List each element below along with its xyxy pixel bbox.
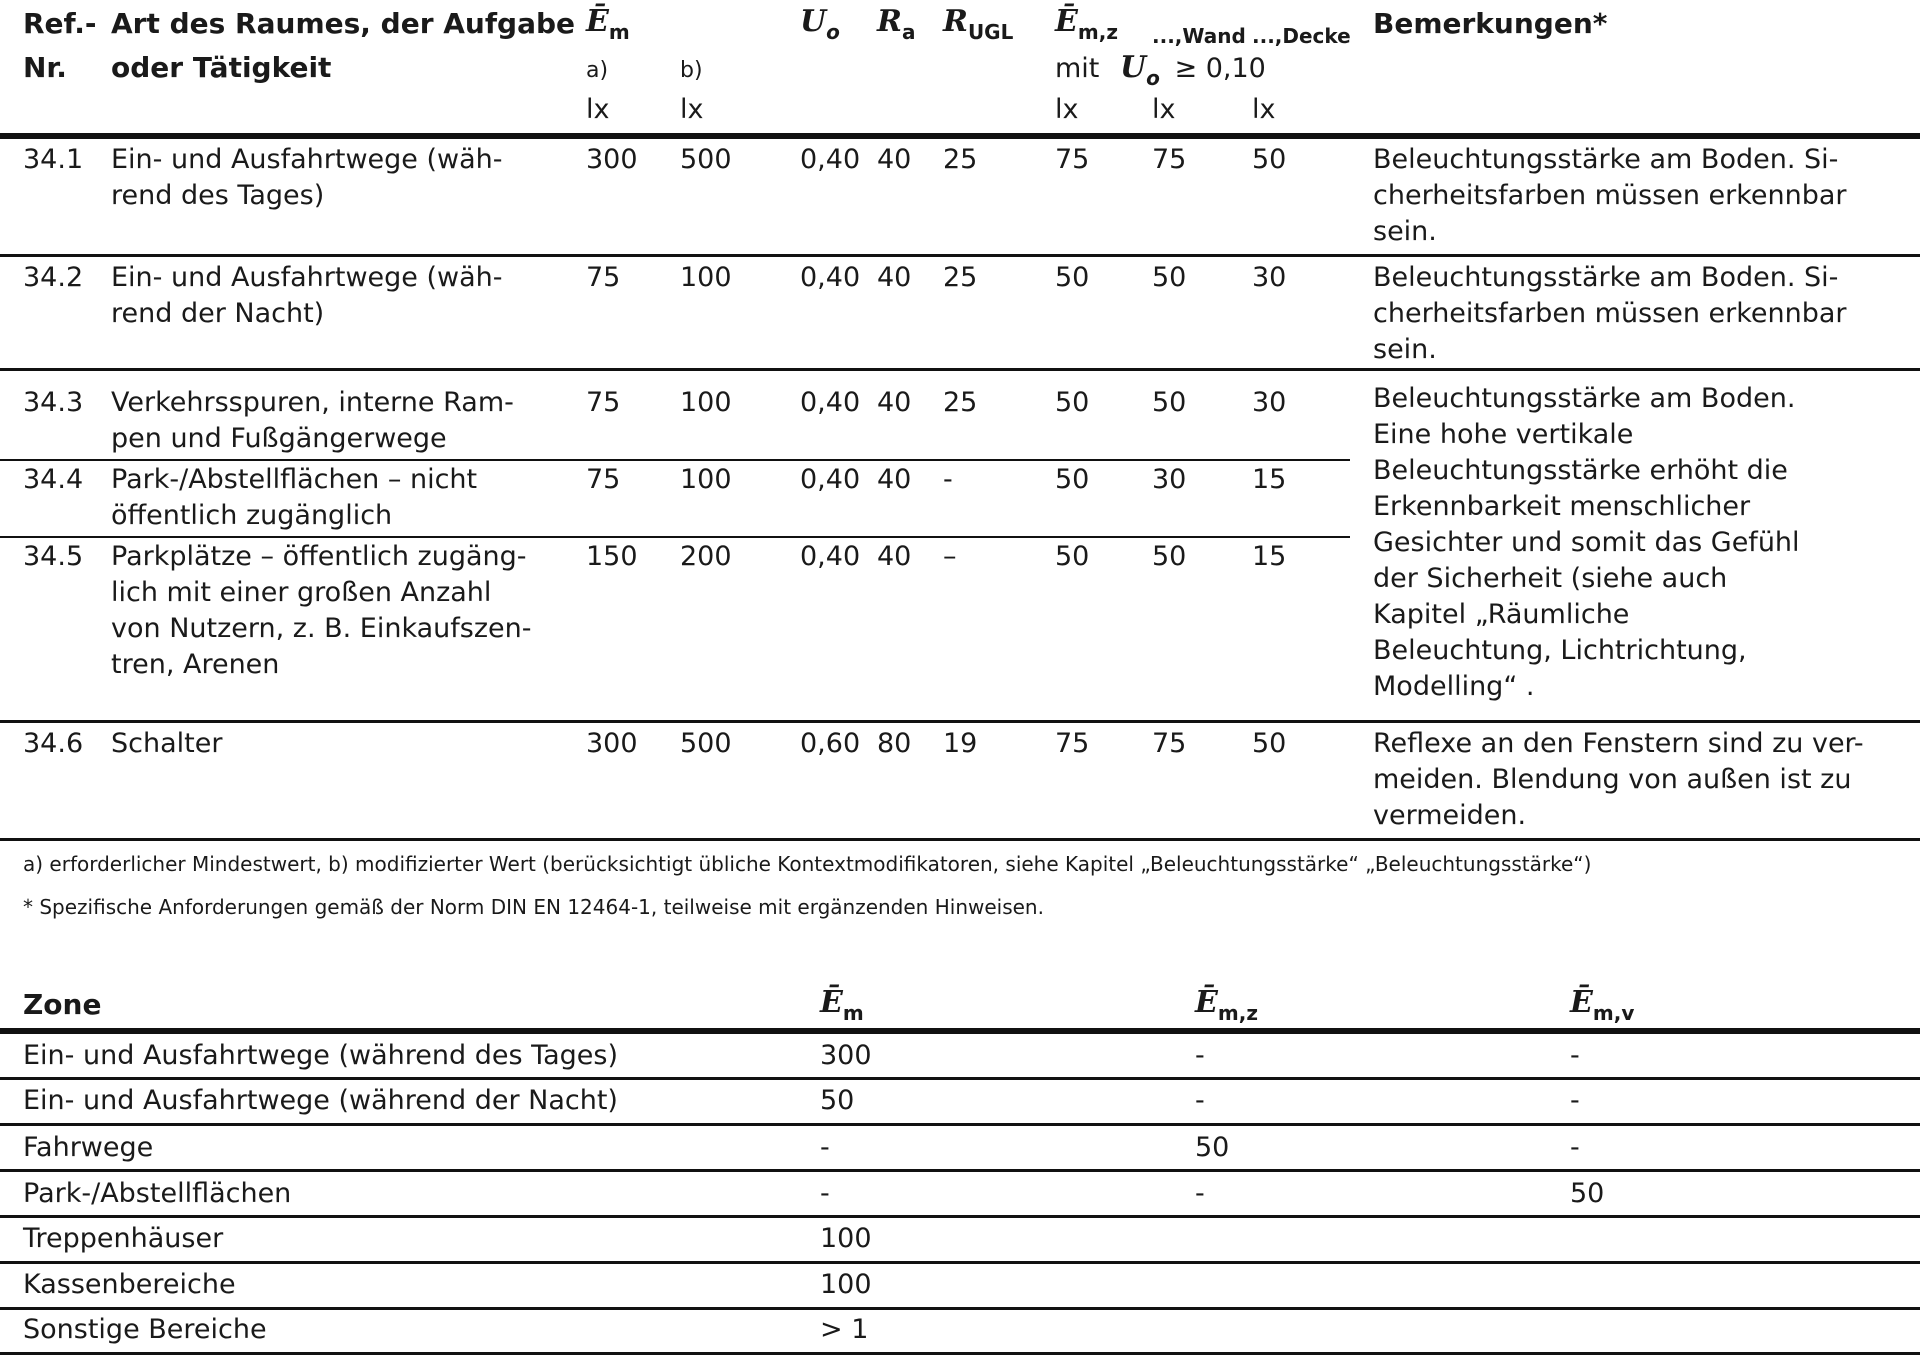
row-wand: 75 (1152, 728, 1187, 759)
header-emz (1055, 4, 1118, 44)
merged-bem-line: Beleuchtung, Lichtrichtung, (1373, 635, 1747, 666)
row-bem-line: meiden. Blendung von außen ist zu (1373, 764, 1852, 795)
zone-cell: Treppenhäuser (23, 1223, 224, 1254)
header-em-sub: m (608, 20, 630, 44)
header-col-b: b) (680, 58, 703, 83)
header-unit-emz: lx (1055, 94, 1079, 125)
row-emz: 50 (1055, 262, 1090, 293)
row-ra: 40 (877, 541, 912, 572)
header-col-a: a) (586, 58, 609, 83)
row-divider (0, 1169, 1920, 1172)
header-decke: ...,Decke (1252, 24, 1351, 48)
zone-cell: Fahrwege (23, 1132, 154, 1163)
emv-cell: - (1570, 1040, 1580, 1071)
row-decke: 15 (1252, 541, 1287, 572)
em-cell: 300 (820, 1040, 872, 1071)
zone-header: Zone (23, 988, 102, 1021)
header-mit: mit (1055, 53, 1100, 84)
table2-emv-header (1570, 985, 1635, 1025)
row-divider (0, 368, 1920, 371)
row-em-a: 300 (586, 144, 638, 175)
header-unit-wand: lx (1152, 94, 1176, 125)
merged-bem-line: der Sicherheit (siehe auch (1373, 563, 1728, 594)
row-divider (0, 1261, 1920, 1264)
header-ra-sub: a (901, 20, 916, 44)
row-em-b: 500 (680, 144, 732, 175)
row-bem-line: Beleuchtungsstärke am Boden. Si- (1373, 144, 1839, 175)
table2-emz-sub: m,z (1217, 1001, 1258, 1025)
row-decke: 30 (1252, 387, 1287, 418)
em-cell: 100 (820, 1223, 872, 1254)
merged-bem-line: Eine hohe vertikale (1373, 419, 1634, 450)
table2-em-header (820, 985, 864, 1025)
row-bem-line: vermeiden. (1373, 800, 1527, 831)
row-divider (0, 720, 1920, 723)
row-divider (0, 1307, 1920, 1310)
row-em-b: 200 (680, 541, 732, 572)
emz-cell: - (1195, 1178, 1205, 1209)
header-ra-symbol: R (877, 4, 902, 39)
header-wand: ...,Wand (1152, 24, 1246, 48)
table2-emz-header (1195, 985, 1258, 1025)
emz-cell: - (1195, 1040, 1205, 1071)
header-mit-u-sub: o (1146, 66, 1160, 90)
row-art-line: pen und Fußgängerwege (111, 423, 447, 454)
row-em-a: 75 (586, 262, 621, 293)
header-bemerkungen: Bemerkungen* (1373, 7, 1608, 40)
row-uo: 0,40 (800, 387, 861, 418)
header-uo (800, 4, 840, 44)
em-cell: 50 (820, 1085, 855, 1116)
header-mit-cond: ≥ 0,10 (1174, 53, 1266, 84)
row-ref: 34.5 (23, 541, 84, 572)
row-art-line: Schalter (111, 728, 223, 759)
row-art-line: lich mit einer großen Anzahl (111, 577, 492, 608)
row-bem-line: cherheitsfarben müssen erkennbar (1373, 180, 1847, 211)
header-rugl (943, 4, 1014, 44)
header-mit-u: U (1119, 50, 1147, 85)
row-art-line: rend der Nacht) (111, 298, 325, 329)
row-ref: 34.4 (23, 464, 84, 495)
row-decke: 15 (1252, 464, 1287, 495)
row-emz: 50 (1055, 464, 1090, 495)
row-wand: 50 (1152, 541, 1187, 572)
header-uo-symbol: U (800, 4, 827, 39)
row-ref: 34.1 (23, 144, 84, 175)
em-cell: - (820, 1132, 830, 1163)
row-art-line: Verkehrsspuren, interne Ram- (111, 387, 514, 418)
row-art-line: von Nutzern, z. B. Einkaufszen- (111, 613, 532, 644)
row-uo: 0,40 (800, 541, 861, 572)
row-uo: 0,40 (800, 262, 861, 293)
row-rugl: 25 (943, 262, 978, 293)
row-rugl: - (943, 464, 953, 495)
row-art-line: tren, Arenen (111, 649, 280, 680)
emv-cell: - (1570, 1132, 1580, 1163)
table2-em-sub: m (842, 1001, 864, 1025)
row-em-b: 100 (680, 387, 732, 418)
row-bem-line: sein. (1373, 216, 1437, 247)
row-ra: 40 (877, 464, 912, 495)
em-cell: - (820, 1178, 830, 1209)
header-em-symbol: Ē (586, 4, 609, 39)
header-em (586, 4, 630, 44)
row-em-a: 75 (586, 464, 621, 495)
row-ra: 40 (877, 262, 912, 293)
em-cell: 100 (820, 1269, 872, 1300)
header-unit-decke: lx (1252, 94, 1276, 125)
table2-header-rule (0, 1028, 1920, 1034)
row-em-b: 100 (680, 262, 732, 293)
row-em-b: 100 (680, 464, 732, 495)
emv-cell: - (1570, 1085, 1580, 1116)
header-mit-condition (1055, 50, 1266, 88)
table2-emv-sub: m,v (1592, 1001, 1635, 1025)
zone-cell: Park-/Abstellflächen (23, 1178, 292, 1209)
row-uo: 0,40 (800, 464, 861, 495)
row-ra: 80 (877, 728, 912, 759)
row-emz: 50 (1055, 387, 1090, 418)
row-em-a: 75 (586, 387, 621, 418)
header-emz-sub: m,z (1077, 20, 1118, 44)
row-wand: 50 (1152, 387, 1187, 418)
table1-header-rule (0, 133, 1920, 139)
row-emz: 75 (1055, 144, 1090, 175)
row-wand: 30 (1152, 464, 1187, 495)
row-rugl: 19 (943, 728, 978, 759)
row-em-a: 150 (586, 541, 638, 572)
em-cell: > 1 (820, 1314, 869, 1345)
header-ref-line1: Ref.- (23, 7, 97, 40)
row-rugl: – (943, 541, 957, 572)
row-art-line: Ein- und Ausfahrtwege (wäh- (111, 262, 503, 293)
row-emz: 50 (1055, 541, 1090, 572)
emz-cell: 50 (1195, 1132, 1230, 1163)
row-wand: 50 (1152, 262, 1187, 293)
footnote-star: * Spezifische Anforderungen gemäß der Norm DIN EN 12464-1, teilweise mit ergänzenden Hinweisen. (23, 895, 1044, 919)
emv-cell: 50 (1570, 1178, 1605, 1209)
row-uo: 0,60 (800, 728, 861, 759)
header-emz-symbol: Ē (1055, 4, 1078, 39)
row-uo: 0,40 (800, 144, 861, 175)
header-art-line2: oder Tätigkeit (111, 51, 332, 84)
row-ref: 34.6 (23, 728, 84, 759)
header-rugl-symbol: R (943, 4, 968, 39)
row-ref: 34.2 (23, 262, 84, 293)
table2-bottom-rule (0, 1352, 1920, 1355)
row-art-line: öffentlich zugänglich (111, 500, 393, 531)
row-em-b: 500 (680, 728, 732, 759)
row-rugl: 25 (943, 387, 978, 418)
row-decke: 50 (1252, 144, 1287, 175)
header-rugl-sub: UGL (967, 20, 1014, 44)
zone-cell: Kassenbereiche (23, 1269, 236, 1300)
merged-bem-line: Beleuchtungsstärke am Boden. (1373, 383, 1796, 414)
row-divider (0, 1215, 1920, 1218)
row-ra: 40 (877, 144, 912, 175)
row-em-a: 300 (586, 728, 638, 759)
merged-bem-line: Kapitel „Räumliche (1373, 599, 1630, 630)
table2-emv-symbol: Ē (1570, 985, 1593, 1020)
row-rugl: 25 (943, 144, 978, 175)
row-decke: 50 (1252, 728, 1287, 759)
zone-cell: Ein- und Ausfahrtwege (während des Tages) (23, 1040, 619, 1071)
row-art-line: Park-/Abstellflächen – nicht (111, 464, 478, 495)
row-art-line: Parkplätze – öffentlich zugäng- (111, 541, 527, 572)
row-divider (0, 1123, 1920, 1126)
row-art-line: rend des Tages) (111, 180, 325, 211)
row-divider-partial (0, 536, 1350, 538)
header-unit-b: lx (680, 94, 704, 125)
table2-emz-symbol: Ē (1195, 985, 1218, 1020)
footnote-ab: a) erforderlicher Mindestwert, b) modifizierter Wert (berücksichtigt übliche Kontextmodifikatoren, siehe Kapitel „Beleuchtungsstärke“ „Beleuchtungsstärke“) (23, 852, 1592, 876)
row-decke: 30 (1252, 262, 1287, 293)
row-ref: 34.3 (23, 387, 84, 418)
zone-cell: Sonstige Bereiche (23, 1314, 267, 1345)
merged-bem-line: Gesichter und somit das Gefühl (1373, 527, 1800, 558)
header-ra (877, 4, 916, 44)
header-ref-line2: Nr. (23, 51, 67, 84)
row-divider-partial (0, 459, 1350, 461)
row-divider (0, 254, 1920, 257)
merged-bem-line: Beleuchtungsstärke erhöht die (1373, 455, 1788, 486)
header-unit-a: lx (586, 94, 610, 125)
zone-cell: Ein- und Ausfahrtwege (während der Nacht) (23, 1085, 618, 1116)
emz-cell: - (1195, 1085, 1205, 1116)
row-emz: 75 (1055, 728, 1090, 759)
row-bem-line: sein. (1373, 334, 1437, 365)
row-art-line: Ein- und Ausfahrtwege (wäh- (111, 144, 503, 175)
merged-bem-line: Modelling“ . (1373, 671, 1535, 702)
header-uo-sub: o (826, 20, 840, 44)
row-bem-line: Beleuchtungsstärke am Boden. Si- (1373, 262, 1839, 293)
merged-bem-line: Erkennbarkeit menschlicher (1373, 491, 1751, 522)
row-bem-line: Reflexe an den Fenstern sind zu ver- (1373, 728, 1864, 759)
row-bem-line: cherheitsfarben müssen erkennbar (1373, 298, 1847, 329)
header-art-line1: Art des Raumes, der Aufgabe (111, 7, 576, 40)
row-divider (0, 1077, 1920, 1080)
row-wand: 75 (1152, 144, 1187, 175)
row-ra: 40 (877, 387, 912, 418)
table2-em-symbol: Ē (820, 985, 843, 1020)
table1-bottom-rule (0, 838, 1920, 841)
